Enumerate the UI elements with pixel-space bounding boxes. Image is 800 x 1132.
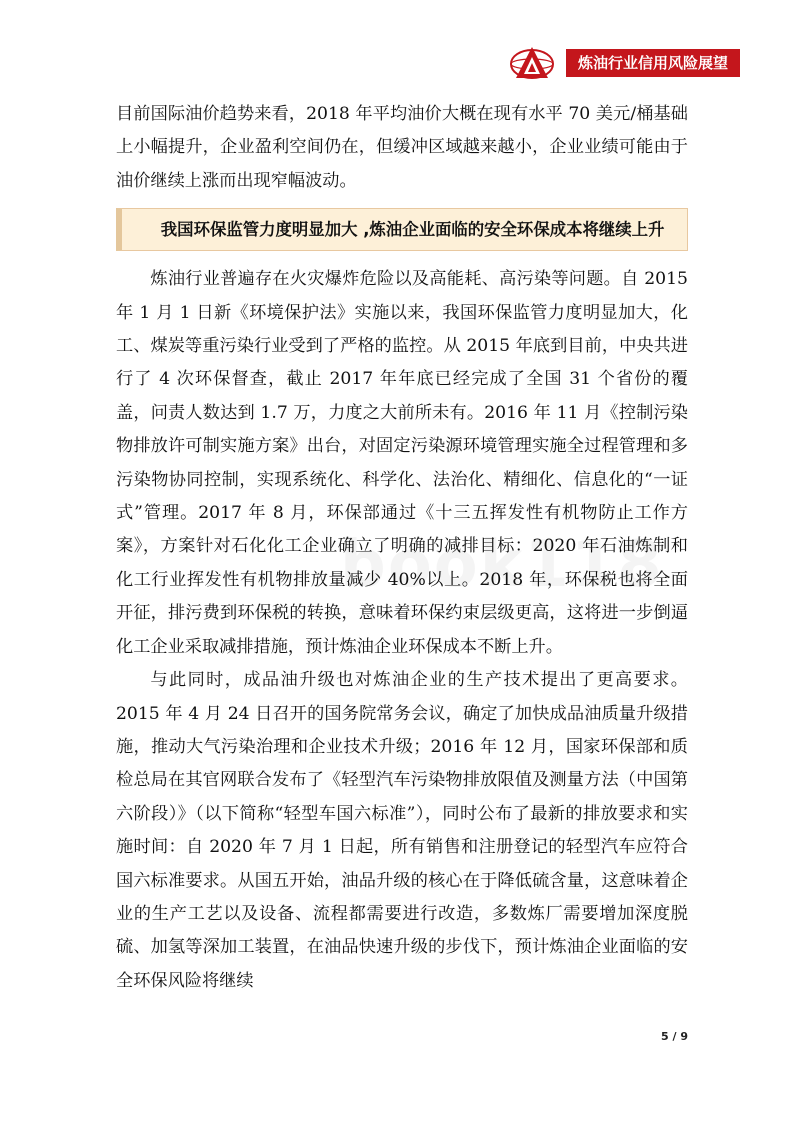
paragraph-environmental-regulation: 炼油行业普遍存在火灾爆炸危险以及高能耗、高污染等问题。自 2015 年 1 月 1 日新《环境保护法》实施以来，我国环保监管力度明显加大，化工、煤炭等重污染行业受到了严格的监控。从 2015 年底到目前，中央共进行了 4 次环保督查，截止 2017 年年底已经完成了全国 31 个省份的覆盖，问责人数达到 1.7 万，力度之大前所未有。2016 年 11 月《控制污染物排放许可制实施方案》出台，对固定污染源环境管理实施全过程管理和多污染物协同控制，实现系统化、科学化、法治化、精细化、信息化的“一证式”管理。2017 年 8 月，环保部通过《十三五挥发性有机物防止工作方案》，方案针对石化化工企业确立了明确的减排目标：2020 年石油炼制和化工行业挥发性有机物排放量减少 40%以上。2018 年，环保税也将全面开征，排污费到环保税的转换，意味着环保约束层级更高，这将进一步倒逼化工企业采取减排措施，预计炼油企业环保成本不断上升。	[116, 269, 688, 657]
paragraph-oil-price: 目前国际油价趋势来看，2018 年平均油价大概在现有水平 70 美元/桶基础上小幅提升，企业盈利空间仍在，但缓冲区域越来越小，企业业绩可能由于油价继续上涨而出现窄幅波动。	[116, 104, 688, 191]
section-heading: 我国环保监管力度明显加大 ,炼油企业面临的安全环保成本将继续上升	[160, 220, 665, 240]
page-header	[508, 44, 740, 82]
document-body	[116, 98, 688, 998]
report-title-banner: 炼油行业信用风险展望	[566, 49, 740, 77]
paragraph-fuel-upgrade: 与此同时，成品油升级也对炼油企业的生产技术提出了更高要求。2015 年 4 月 24 日召开的国务院常务会议，确定了加快成品油质量升级措施，推动大气污染治理和企业技术升级；2016 年 12 月，国家环保部和质检总局在其官网联合发布了《轻型汽车污染物排放限值及测量方法（中国第六阶段）》（以下简称“轻型车国六标准”），同时公布了最新的排放要求和实施时间：自 2020 年 7 月 1 日起，所有销售和注册登记的轻型汽车应符合国六标准要求。从国五开始，油品升级的核心在于降低硫含量，这意味着企业的生产工艺以及设备、流程都需要进行改造，多数炼厂需要增加深度脱硫、加氢等深加工装置，在油品快速升级的步伐下，预计炼油企业面临的安全环保风险将继续	[116, 670, 688, 991]
page-number: 5 / 9	[661, 1030, 688, 1043]
section-heading-box	[116, 208, 688, 251]
triangle-emblem-icon	[508, 44, 562, 82]
